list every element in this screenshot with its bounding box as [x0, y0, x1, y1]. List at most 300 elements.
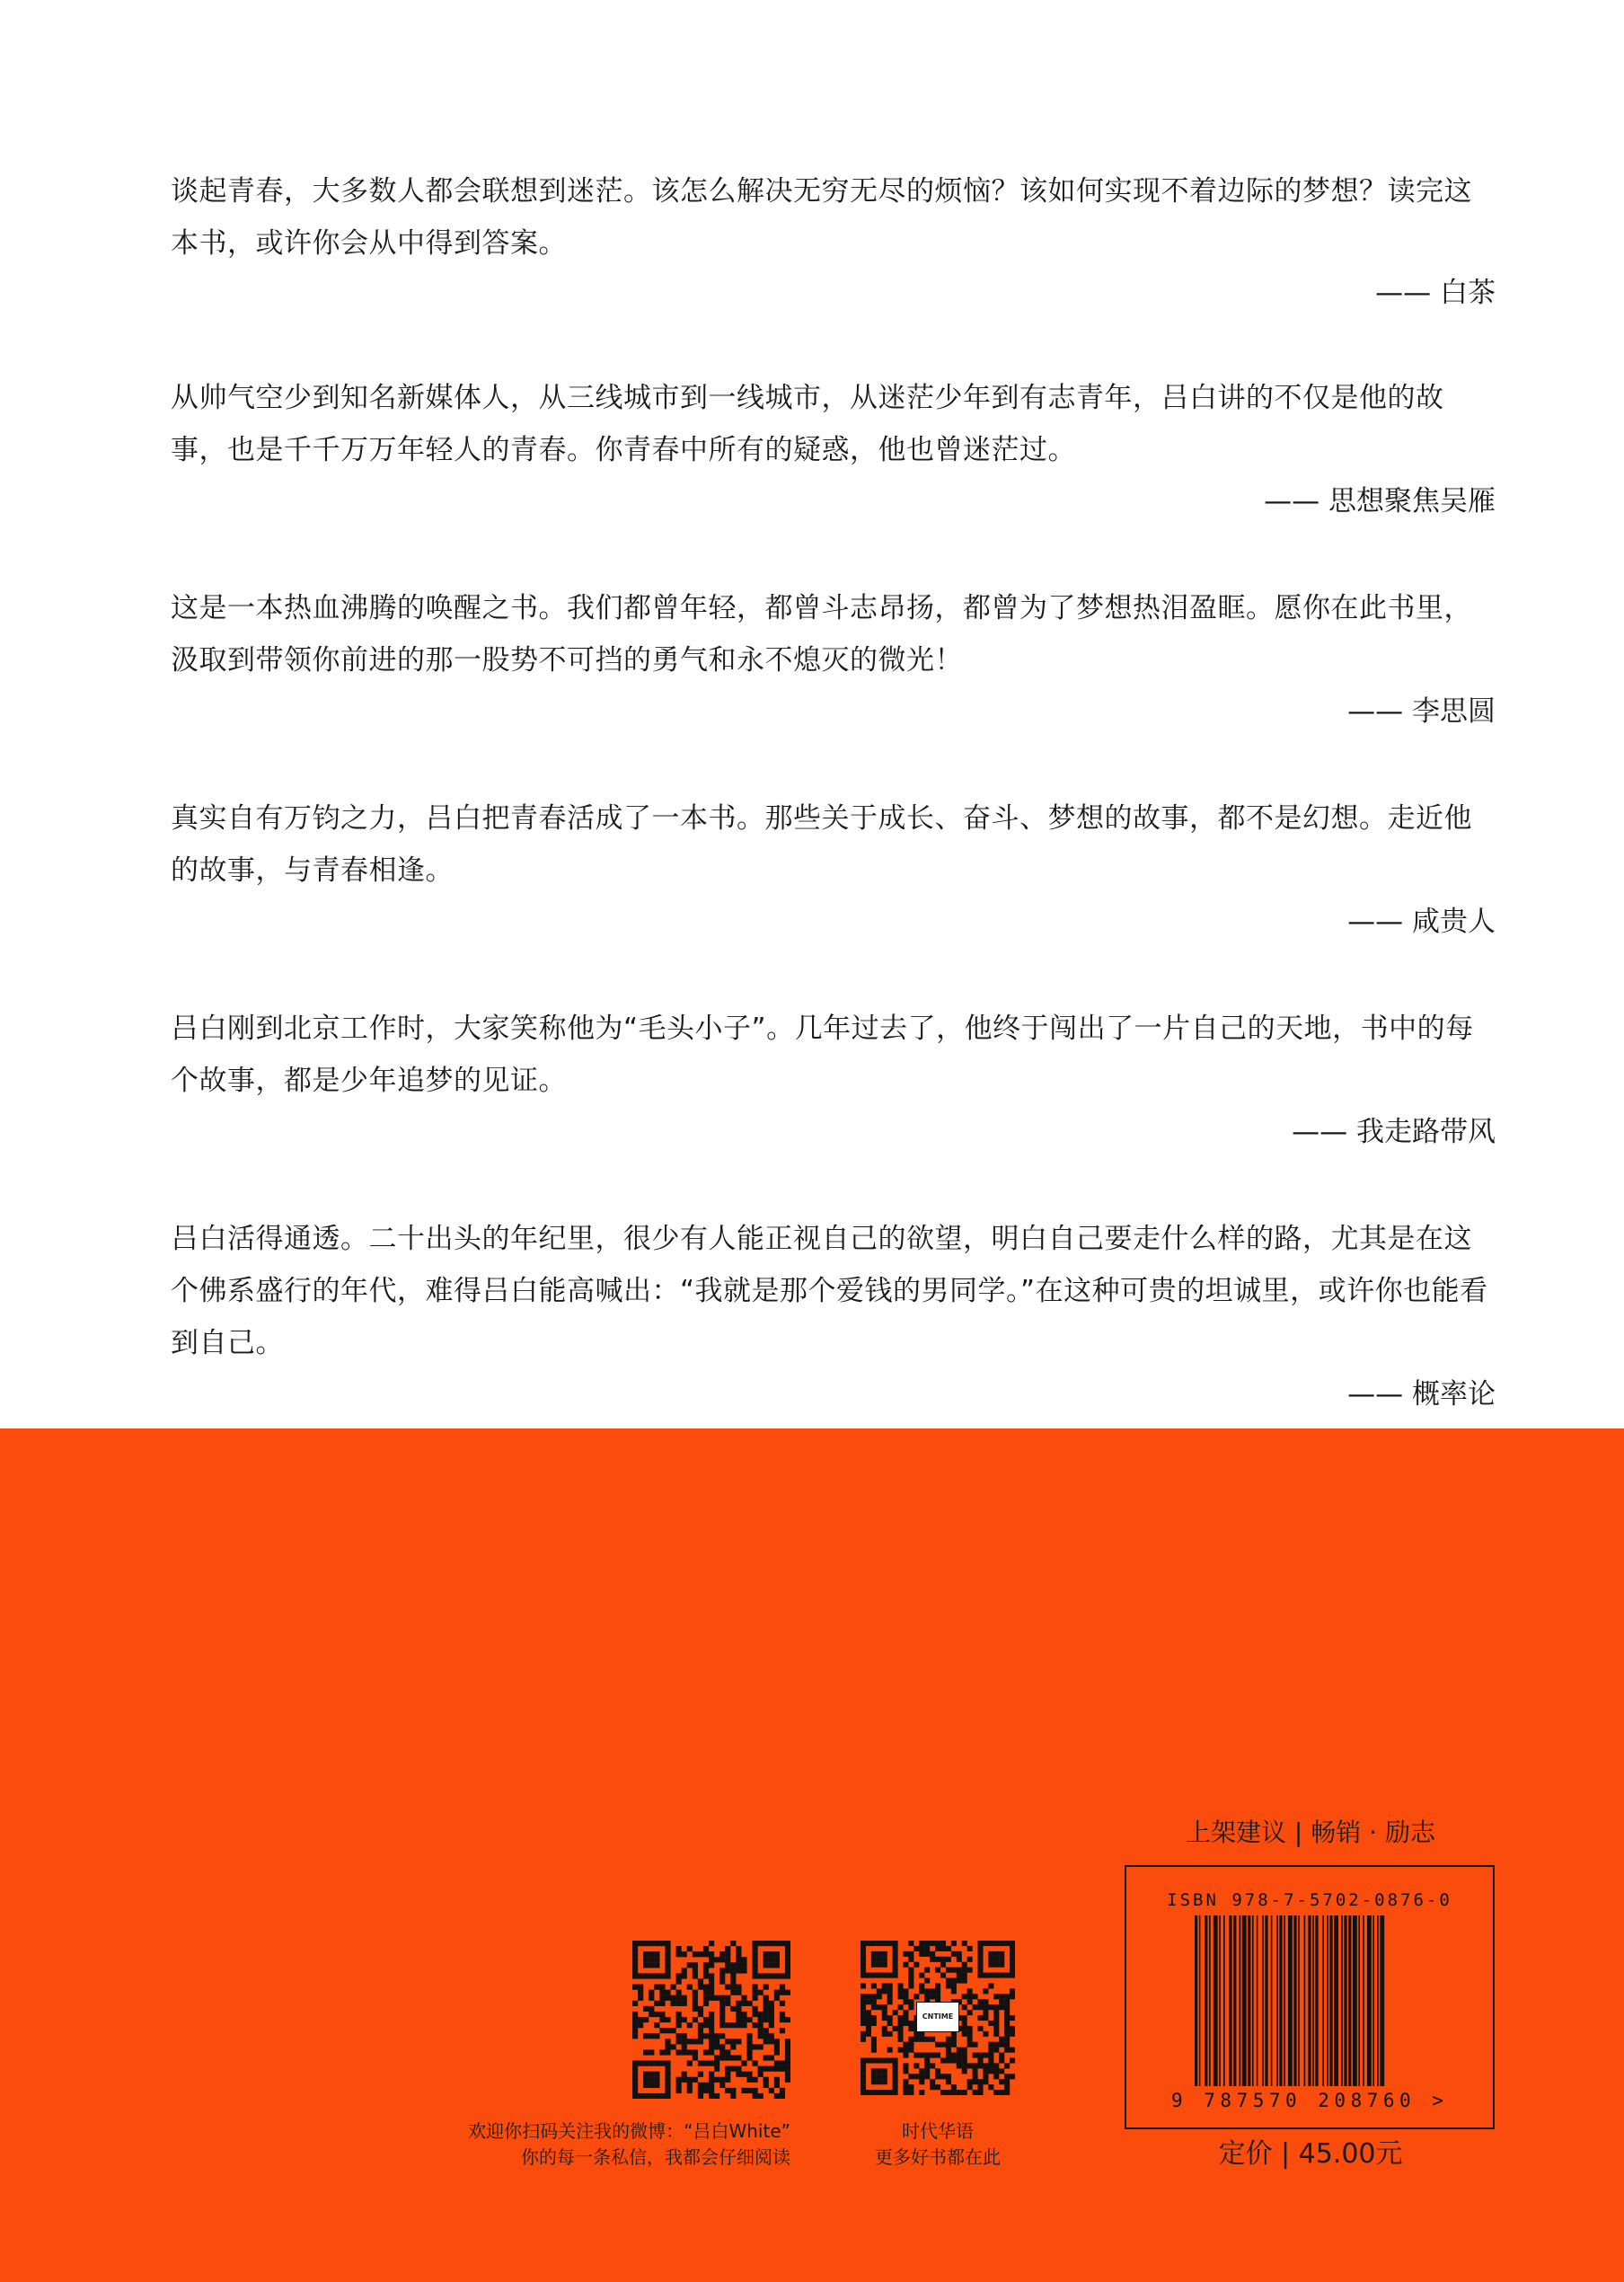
qr-module [999, 2079, 1004, 2084]
qr-module [977, 2090, 983, 2095]
qr-module [882, 2079, 887, 2084]
qr-module [1010, 2074, 1015, 2079]
qr-module [698, 2093, 703, 2099]
qr-module [643, 1973, 649, 1978]
qr-module [730, 2044, 736, 2049]
qr-module [887, 1994, 893, 1999]
qr-module [769, 2001, 774, 2006]
qr-module [898, 2004, 904, 2010]
qr-module [785, 1951, 790, 1957]
qr-module [1010, 1973, 1015, 1978]
qr-module [676, 2083, 682, 2088]
qr-module [988, 1973, 993, 1978]
quote-author: —— 白茶 [1375, 277, 1496, 309]
qr-module [774, 2077, 780, 2083]
qr-module [632, 2088, 638, 2093]
barcode-bar [1223, 1915, 1225, 2086]
qr-module [719, 2033, 725, 2039]
qr-module [714, 2039, 719, 2044]
qr-module [763, 1985, 769, 1990]
qr-module [893, 1962, 898, 1968]
qr-module [930, 2053, 935, 2058]
qr-module [919, 1988, 924, 1994]
qr-module [993, 1957, 999, 1962]
qr-module [940, 2042, 946, 2048]
qr-module [866, 2057, 871, 2063]
qr-module [763, 2012, 769, 2017]
weibo-qr-code[interactable] [632, 1941, 790, 2099]
qr-module [774, 1995, 780, 2001]
qr-module [698, 2039, 703, 2044]
qr-module [730, 2039, 736, 2044]
qr-module [632, 1985, 638, 1990]
qr-module [714, 2061, 719, 2066]
qr-module [682, 2033, 687, 2039]
qr-module [753, 1951, 758, 1957]
qr-module [871, 2068, 877, 2074]
qr-module [861, 2031, 866, 2037]
qr-module [866, 2021, 871, 2026]
qr-module [741, 2012, 746, 2017]
qr-module [741, 2017, 746, 2022]
qr-module [946, 2090, 951, 2095]
qr-module [659, 2012, 665, 2017]
qr-module [649, 1962, 654, 1968]
qr-module [687, 1946, 693, 1951]
qr-module [924, 1968, 930, 1973]
qr-module [983, 2079, 988, 2084]
qr-module [898, 1988, 904, 1994]
qr-module [703, 2088, 709, 2093]
qr-module [693, 2017, 698, 2022]
qr-module [703, 2017, 709, 2022]
qr-module [1010, 2057, 1015, 2063]
qr-module [1010, 1946, 1015, 1951]
qr-module [877, 2004, 882, 2010]
qr-module [877, 2090, 882, 2095]
qr-module [919, 2068, 924, 2074]
qr-module [946, 1968, 951, 1973]
qr-module [649, 2093, 654, 2099]
qr-module [769, 2088, 774, 2093]
qr-module [988, 1941, 993, 1946]
qr-module [682, 1951, 687, 1957]
qr-module [643, 2061, 649, 2066]
qr-module [957, 2057, 962, 2063]
qr-module [785, 2055, 790, 2060]
qr-module [930, 2063, 935, 2068]
qr-module [977, 2004, 983, 2010]
qr-module [709, 2077, 714, 2083]
qr-module [999, 2090, 1004, 2095]
qr-module [665, 2061, 670, 2066]
qr-module [957, 2053, 962, 2058]
qr-module [861, 2068, 866, 2074]
qr-module [967, 1946, 973, 1951]
qr-module [903, 2068, 908, 2074]
qr-module [632, 1973, 638, 1978]
qr-module [1004, 2015, 1010, 2021]
qr-module [935, 1994, 940, 1999]
qr-module [999, 1994, 1004, 1999]
qr-module [962, 1962, 967, 1968]
qr-module [983, 1973, 988, 1978]
qr-module [736, 2055, 741, 2060]
qr-module [638, 2061, 643, 2066]
qr-module [709, 2028, 714, 2033]
qr-module [993, 2031, 999, 2037]
qr-module [882, 2010, 887, 2015]
qr-module [924, 1941, 930, 1946]
qr-module [1010, 1941, 1015, 1946]
qr-module [763, 1941, 769, 1946]
qr-module [769, 2066, 774, 2072]
barcode-bar [1344, 1915, 1346, 2086]
qr-module [1004, 2084, 1010, 2090]
qr-module [709, 2088, 714, 2093]
qr-module [780, 1985, 785, 1990]
qr-module [769, 1941, 774, 1946]
qr-module [993, 2010, 999, 2015]
qr-module [670, 2028, 675, 2033]
qr-module [736, 1962, 741, 1968]
qr-module [758, 1990, 763, 1995]
qr-module [951, 1988, 957, 1994]
qr-module [753, 2088, 758, 2093]
qr-module [654, 2061, 659, 2066]
qr-module [871, 2090, 877, 2095]
qr-module [903, 2090, 908, 2095]
qr-module [962, 2015, 967, 2021]
qr-module [903, 1999, 908, 2004]
qr-module [946, 2048, 951, 2053]
qr-module [693, 1962, 698, 1968]
qr-module [882, 1988, 887, 1994]
qr-module [753, 2044, 758, 2049]
qr-module [930, 1994, 935, 1999]
qr-module [638, 2022, 643, 2028]
qr-module [957, 1951, 962, 1957]
qr-module [914, 1946, 919, 1951]
qr-module [649, 2077, 654, 2083]
qr-module [785, 1973, 790, 1978]
qr-module [780, 1973, 785, 1978]
qr-module [919, 1951, 924, 1957]
qr-module [687, 2022, 693, 2028]
qr-module [643, 2083, 649, 2088]
qr-module [703, 2033, 709, 2039]
barcode-bar [1279, 1915, 1282, 2086]
qr-module [914, 2053, 919, 2058]
qr-module [725, 1957, 730, 1962]
qr-module [649, 2033, 654, 2039]
endorsement-quote [171, 582, 1496, 728]
qr-module [988, 2063, 993, 2068]
qr-module [903, 2063, 908, 2068]
qr-module [714, 1957, 719, 1962]
qr-module [999, 2037, 1004, 2042]
qr-module [977, 2053, 983, 2058]
qr-module [935, 2084, 940, 2090]
barcode-bar [1304, 1915, 1306, 2086]
qr-module [973, 2063, 978, 2068]
qr-module [774, 1957, 780, 1962]
qr-module [693, 2077, 698, 2083]
endorsement-quote [171, 1213, 1496, 1411]
qr-module [935, 2074, 940, 2079]
qr-module [940, 1973, 946, 1978]
qr-module [682, 1973, 687, 1978]
qr-module [957, 1968, 962, 1973]
qr-module [758, 2033, 763, 2039]
qr-module [861, 2021, 866, 2026]
qr-module [714, 2033, 719, 2039]
qr-module [682, 2072, 687, 2077]
qr-module [882, 1962, 887, 1968]
qr-module [676, 1978, 682, 1984]
qr-module [861, 2079, 866, 2084]
qr-module [957, 1957, 962, 1962]
qr-module [877, 1941, 882, 1946]
qr-module [908, 2037, 914, 2042]
qr-module [746, 2044, 752, 2049]
qr-module [993, 2063, 999, 2068]
qr-module [763, 2039, 769, 2044]
qr-module [703, 1973, 709, 1978]
quote-author: —— 思想聚焦吴雁 [1264, 485, 1496, 517]
qr-module [988, 2053, 993, 2058]
qr-module [924, 2068, 930, 2074]
qr-module [962, 2048, 967, 2053]
qr-module [687, 2061, 693, 2066]
qr-module [665, 1990, 670, 1995]
qr-module [693, 1968, 698, 1973]
qr-module [871, 1941, 877, 1946]
qr-module [638, 1985, 643, 1990]
qr-module [769, 1957, 774, 1962]
qr-module [983, 2053, 988, 2058]
barcode-bar [1214, 1915, 1218, 2086]
qr-module [763, 2066, 769, 2072]
qr-module [719, 2006, 725, 2012]
qr-module [719, 1995, 725, 2001]
qr-module [654, 2077, 659, 2083]
qr-module [946, 2079, 951, 2084]
qr-module [898, 1983, 904, 1988]
qr-module [988, 2042, 993, 2048]
qr-module [1010, 2026, 1015, 2031]
qr-module [632, 1951, 638, 1957]
quote-author: —— 概率论 [1347, 1378, 1496, 1411]
qr-module [957, 1973, 962, 1978]
qr-module [993, 2074, 999, 2079]
qr-module [665, 2044, 670, 2049]
qr-module [983, 2063, 988, 2068]
qr-module [725, 2049, 730, 2055]
qr-module [763, 1973, 769, 1978]
qr-module [957, 2048, 962, 2053]
qr-module [785, 1957, 790, 1962]
qr-module [983, 2074, 988, 2079]
qr-module [676, 2049, 682, 2055]
barcode-bar [1209, 1915, 1211, 2086]
qr-module [871, 2079, 877, 2084]
qr-module [730, 1968, 736, 1973]
qr-module [887, 2015, 893, 2021]
qr-module [973, 2053, 978, 2058]
qr-module [719, 1973, 725, 1978]
qr-module [1010, 2015, 1015, 2021]
qr-module [659, 1985, 665, 1990]
qr-module [638, 1990, 643, 1995]
qr-module [703, 2001, 709, 2006]
qr-module [935, 1983, 940, 1988]
qr-module [659, 1973, 665, 1978]
qr-module [908, 1941, 914, 1946]
quote-text: 吕白刚到北京工作时，大家笑称他为“毛头小子”。几年过去了，他终于闯出了一片自己的天地，书中的每个故事，都是少年追梦的见证。 [171, 1013, 1474, 1097]
qr-module [763, 1957, 769, 1962]
qr-module [758, 2044, 763, 2049]
qr-module [962, 1973, 967, 1978]
qr-module [785, 1990, 790, 1995]
barcode-bar [1315, 1915, 1318, 2086]
qr-module [882, 1973, 887, 1978]
qr-module [887, 1988, 893, 1994]
qr-module [951, 2057, 957, 2063]
qr-module [725, 1946, 730, 1951]
qr-module [882, 2026, 887, 2031]
qr-module [977, 1968, 983, 1973]
qr-module [780, 1990, 785, 1995]
qr-module [698, 2061, 703, 2066]
qr-module [887, 1973, 893, 1978]
qr-module [649, 2083, 654, 2088]
isbn-label: ISBN 978-7-5702-0876-0 [1167, 1890, 1452, 1910]
qr-module [682, 1968, 687, 1973]
qr-module [930, 1957, 935, 1962]
qr-module [746, 2055, 752, 2060]
qr-module [746, 2077, 752, 2083]
qr-module [977, 1946, 983, 1951]
qr-module [967, 2063, 973, 2068]
qr-module [924, 1951, 930, 1957]
qr-module [877, 2057, 882, 2063]
qr-module [962, 2021, 967, 2026]
qr-module [659, 2061, 665, 2066]
qr-module [703, 1968, 709, 1973]
qr-module [693, 1995, 698, 2001]
qr-module [861, 2010, 866, 2015]
barcode-bar [1358, 1915, 1360, 2086]
qr-module [903, 1962, 908, 1968]
qr-module [676, 2088, 682, 2093]
qr-module [665, 1941, 670, 1946]
qr-module [924, 2037, 930, 2042]
qr-module [993, 2026, 999, 2031]
qr-module [693, 1973, 698, 1978]
barcode-bar [1242, 1915, 1247, 2086]
qr-module [999, 2042, 1004, 2048]
qr-module [946, 2037, 951, 2042]
qr-module [665, 2072, 670, 2077]
qr-module [758, 2022, 763, 2028]
qr-module [882, 2057, 887, 2063]
qr-module [736, 2012, 741, 2017]
qr-module [930, 2037, 935, 2042]
publisher-qr-caption [830, 2118, 1046, 2171]
qr-module [698, 2022, 703, 2028]
qr-module [654, 1957, 659, 1962]
qr-module [946, 2057, 951, 2063]
qr-module [774, 2083, 780, 2088]
qr-module [725, 2039, 730, 2044]
qr-module [753, 2022, 758, 2028]
qr-module [951, 2042, 957, 2048]
qr-module [983, 1988, 988, 1994]
qr-module [993, 2048, 999, 2053]
qr-module [709, 2012, 714, 2017]
qr-module [908, 2048, 914, 2053]
qr-module [780, 2066, 785, 2072]
qr-module [725, 2072, 730, 2077]
qr-module [714, 2077, 719, 2083]
qr-module [999, 1962, 1004, 1968]
qr-module [940, 2057, 946, 2063]
qr-module [665, 1995, 670, 2001]
qr-module [730, 1990, 736, 1995]
qr-module [654, 2022, 659, 2028]
qr-module [649, 2012, 654, 2017]
qr-module [687, 2083, 693, 2088]
qr-module [758, 1973, 763, 1978]
qr-module [703, 1946, 709, 1951]
qr-module [983, 1999, 988, 2004]
qr-module [774, 1941, 780, 1946]
qr-module [698, 1985, 703, 1990]
qr-module [736, 2006, 741, 2012]
qr-module [946, 2074, 951, 2079]
qr-module [709, 2093, 714, 2099]
barcode-bar [1276, 1915, 1278, 2086]
quote-text: 吕白活得通透。二十出头的年纪里，很少有人能正视自己的欲望，明白自己要走什么样的路，尤其是在这个佛系盛行的年代，难得吕白能高喊出：“我就是那个爱钱的男同学。”在这种可贵的坦诚里，或许你也能看到自己。 [171, 1223, 1488, 1359]
qr-module [871, 2057, 877, 2063]
qr-module [877, 1973, 882, 1978]
qr-module [665, 1951, 670, 1957]
barcode-bar [1322, 1915, 1324, 2086]
qr-module [709, 2022, 714, 2028]
qr-module [753, 2012, 758, 2017]
qr-module [903, 1988, 908, 1994]
qr-module [908, 2021, 914, 2026]
qr-module [1010, 1988, 1015, 1994]
qr-module [962, 2031, 967, 2037]
barcode-bar [1334, 1915, 1338, 2086]
qr-module [753, 1962, 758, 1968]
barcode-bar [1372, 1915, 1374, 2086]
qr-module [785, 1941, 790, 1946]
qr-module [887, 2021, 893, 2026]
barcode-bar [1199, 1915, 1201, 2086]
quote-author: —— 我走路带风 [1292, 1116, 1496, 1148]
qr-module [763, 1951, 769, 1957]
qr-module [940, 2074, 946, 2079]
barcode-bar [1229, 1915, 1231, 2086]
qr-module [861, 2084, 866, 2090]
qr-module [736, 1985, 741, 1990]
qr-module [730, 1973, 736, 1978]
qr-module [676, 2039, 682, 2044]
qr-module [877, 1962, 882, 1968]
